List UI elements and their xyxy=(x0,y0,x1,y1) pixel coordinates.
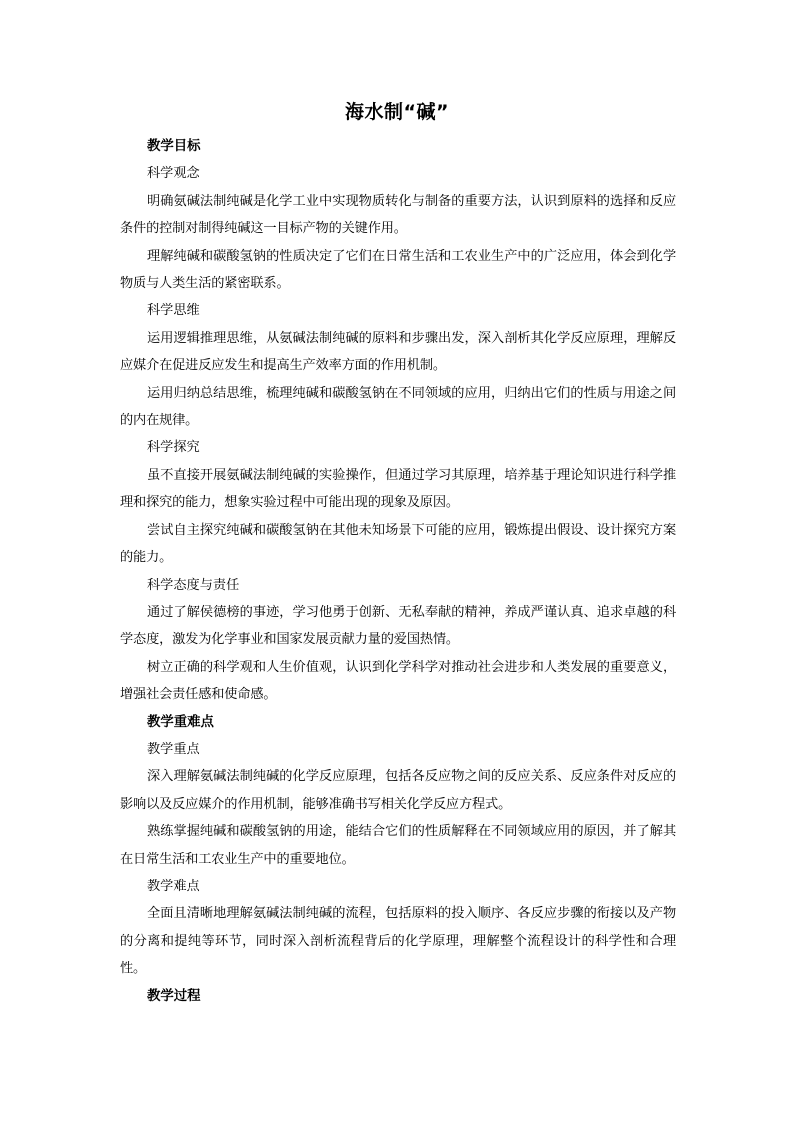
subheading-concept: 科学观念 xyxy=(147,166,200,182)
paragraph-attitude-2: 树立正确的科学观和人生价值观，认识到化学科学对推动社会进步和人类发展的重要意义，增强社会责任感和使命感。 xyxy=(120,659,676,703)
paragraph-concept-1: 明确氨碱法制纯碱是化学工业中实现物质转化与制备的重要方法，认识到原料的选择和反应条件的控制对制得纯碱这一目标产物的关键作用。 xyxy=(120,193,676,237)
heading-process: 教学过程 xyxy=(147,988,201,1004)
document-body xyxy=(120,133,676,1010)
paragraph-focus-1: 深入理解氨碱法制纯碱的化学反应原理，包括各反应物之间的反应关系、反应条件对反应的影响以及反应媒介的作用机制，能够准确书写相关化学反应方程式。 xyxy=(120,769,676,812)
paragraph-inquiry-2: 尝试自主探究纯碱和碳酸氢钠在其他未知场景下可能的应用，锻炼提出假设、设计探究方案的能力。 xyxy=(120,522,676,566)
paragraph-thinking-1: 运用逻辑推理思维，从氨碱法制纯碱的原料和步骤出发，深入剖析其化学反应原理，理解反应媒介在促进反应发生和提高生产效率方面的作用机制。 xyxy=(120,330,676,374)
document-title: 海水制“碱” xyxy=(345,101,449,123)
paragraph-focus-2: 熟练掌握纯碱和碳酸氢钠的用途，能结合它们的性质解释在不同领域应用的原因，并了解其在日常生活和工农业生产中的重要地位。 xyxy=(120,824,676,867)
heading-key-points: 教学重难点 xyxy=(147,714,214,730)
heading-objectives: 教学目标 xyxy=(147,139,201,154)
paragraph-attitude-1: 通过了解侯德榜的事迹，学习他勇于创新、无私奉献的精神，养成严谨认真、追求卓越的科学态度，激发为化学事业和国家发展贡献力量的爱国热情。 xyxy=(120,604,676,648)
subheading-thinking: 科学思维 xyxy=(147,303,200,319)
paragraph-thinking-2: 运用归纳总结思维，梳理纯碱和碳酸氢钠在不同领域的应用，归纳出它们的性质与用途之间的内在规律。 xyxy=(120,385,676,429)
subheading-focus: 教学重点 xyxy=(147,741,200,757)
paragraph-difficulty-1: 全面且清晰地理解氨碱法制纯碱的流程，包括原料的投入顺序、各反应步骤的衔接以及产物的分离和提纯等环节，同时深入剖析流程背后的化学原理，理解整个流程设计的科学性和合理性。 xyxy=(120,906,676,977)
subheading-inquiry: 科学探究 xyxy=(147,440,200,456)
subheading-attitude: 科学态度与责任 xyxy=(147,577,240,593)
subheading-difficulty: 教学难点 xyxy=(147,878,200,894)
paragraph-inquiry-1: 虽不直接开展氨碱法制纯碱的实验操作，但通过学习其原理，培养基于理论知识进行科学推理和探究的能力，想象实验过程中可能出现的现象及原因。 xyxy=(120,467,676,511)
paragraph-concept-2: 理解纯碱和碳酸氢钠的性质决定了它们在日常生活和工农业生产中的广泛应用，体会到化学物质与人类生活的紧密联系。 xyxy=(120,248,676,292)
